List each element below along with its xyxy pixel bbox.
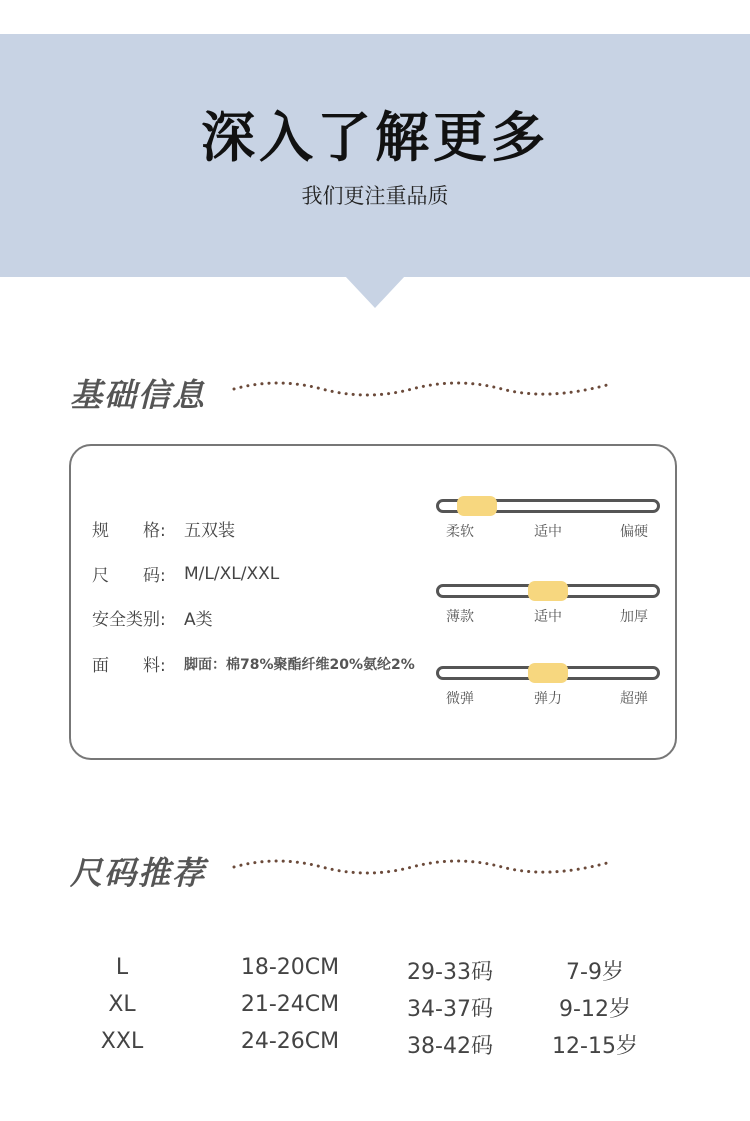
shoe-size-cell: 38-42码 <box>407 1034 493 1059</box>
size-cell: L <box>115 955 129 980</box>
spec-row-material <box>92 651 415 676</box>
spec-value: A类 <box>184 610 213 630</box>
size-cell: XL <box>108 992 136 1017</box>
slider-label: 薄款 <box>446 609 474 625</box>
slider-label: 偏硬 <box>620 524 648 540</box>
age-cell: 12-15岁 <box>552 1034 638 1059</box>
spec-value: 五双装 <box>184 521 235 541</box>
size-table <box>60 955 700 1066</box>
length-cell: 18-20CM <box>240 955 340 980</box>
length-cell: 24-26CM <box>240 1029 340 1054</box>
elasticity-slider <box>436 666 660 680</box>
slider-label: 微弹 <box>446 691 474 707</box>
slider-label: 加厚 <box>620 609 648 625</box>
thickness-slider <box>436 584 660 598</box>
spec-value: 脚面：棉78%聚酯纤维20%氨纶2% <box>184 656 415 673</box>
spec-value: M/L/XL/XXL <box>184 563 280 584</box>
table-row <box>60 992 700 1029</box>
spec-label: 尺 码: <box>92 566 166 586</box>
shoe-size-cell: 29-33码 <box>407 960 493 985</box>
basic-info-card <box>69 444 677 760</box>
slider-label: 适中 <box>534 609 562 625</box>
spec-label: 安全类别: <box>92 610 166 630</box>
softness-slider <box>436 499 660 513</box>
spec-label: 规 格: <box>92 521 166 541</box>
age-cell: 9-12岁 <box>559 997 631 1022</box>
spec-row-safety <box>92 605 213 630</box>
shoe-size-cell: 34-37码 <box>407 997 493 1022</box>
basic-info-title: 基础信息 <box>70 376 207 414</box>
slider-knob <box>528 663 568 683</box>
slider-label: 超弹 <box>620 691 648 707</box>
spec-row-format <box>92 516 235 541</box>
slider-knob <box>528 581 568 601</box>
dotted-wave-decoration <box>232 375 612 401</box>
age-cell: 7-9岁 <box>566 960 624 985</box>
dotted-wave-decoration <box>232 853 612 879</box>
banner-notch <box>345 276 405 308</box>
size-cell: XXL <box>100 1029 144 1054</box>
slider-label: 弹力 <box>534 691 562 707</box>
spec-row-size <box>92 561 279 586</box>
table-row <box>60 955 700 992</box>
slider-label: 适中 <box>534 524 562 540</box>
page-title: 深入了解更多 <box>201 106 549 169</box>
table-row <box>60 1029 700 1066</box>
slider-label: 柔软 <box>446 524 474 540</box>
size-recommend-title: 尺码推荐 <box>70 854 207 892</box>
spec-label: 面 料: <box>92 656 166 676</box>
slider-knob <box>457 496 497 516</box>
length-cell: 21-24CM <box>240 992 340 1017</box>
page-subtitle: 我们更注重品质 <box>301 184 449 208</box>
